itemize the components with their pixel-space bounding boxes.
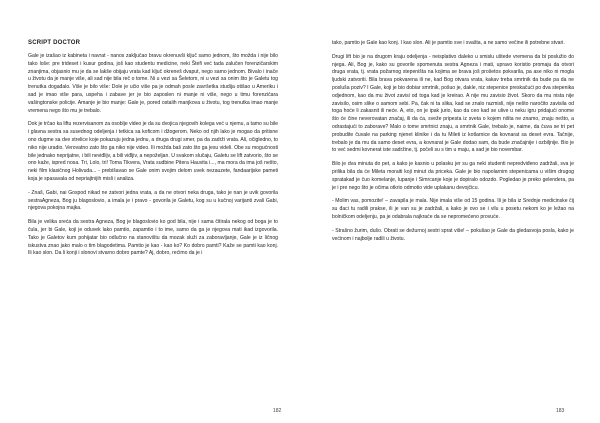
paragraph: Drugi lift bio je na drugom kraju odeljenja - neisplativo daleko u smislu uštede vremena da bi poslužio do njega. Ali, Bog je, kako su govorile spomenuta sestra Agneza i mati, upravo koristio promaju da otvori druga vrata, tj. vrata požarnog stepeništa na kojima se brava još prošetos pokvarila, pa ase niko ni mogla ljudski zatvoriti. Bila brava pokvarena ili ne, kad Bog otvara vrata, kakav treba smrtnik da bude pa da ne posluša poziv? I Gale, koji je bio dobiar smrtnik, pošuo je, dakle, niz stepenice preskačući po dva stepenika odjednom, kao da mu život zavisi od toga kad je kreirao. A nije mu zavisio život. Skoro da mu nista nije zavisilo, osim slike o samom sebi. Pa, čak ni ta slika, kad se znalo razmisli, nije nešto naročito zavisila od toga hoće li zakasnit ili neće. A, eto, on je ipak jurio, kao da ceo kad se ulive u neku igru pridajući onome što će čine neverovatan značaj, ili da ća, sveže pripesta iz sveta o kojem ništa ne znamo, znaju nešto, a odrastajući to zaborave? Malo o tome smrtnici znaju, a smrtnik Gale, trebalo je, naime, da čuva se tri pet probudite čuvale na parking njenet klinike i da tu Mileti iz kotlarnice da kovnarat sa deset evra. Tačnije, trebalo je da mu da samo deset evra, a kovnarat je Gale dodao sam, da bude značajnije i ozbiljnije. Bio je to već sedmi kovnerat iste sadržine, tj. počeli su s tim u maju, a sad je bio novembar.	[332, 53, 574, 154]
right-page-text	[332, 40, 574, 249]
paragraph: - Molim vas, pomozite! – zavapila je mala. Nije imala više od 15 godina. Ili je bila iz Srednje medicinske čij su đaci tu radili prakse, ili je van su je zadržali, a kako je ovo se i vilu u posetu nekom ko je ležao na bolničkom odeljenju, pa je odabrala najkraće da se nepromećeno provuće.	[332, 198, 574, 220]
page-number: 183	[556, 408, 565, 414]
paragraph: tako, pamtio je Gale kao konj. I kao slon. Ali je pamtio sve i svašta, a ne samo večine ili potrebne stvari.	[332, 40, 565, 46]
page-number: 182	[273, 408, 282, 414]
left-page-text	[28, 40, 278, 264]
paragraph: - Strašno žurim, dušo. Obrati se dežurnoj sestri sprat više! – pokušao je Gale da gledasvoja posla, kako je većinom i najbolje radili u životu.	[332, 227, 574, 242]
paragraph: Gale je izašao iz kabineta i navrat - nanos zaključao bravu okrenuvši ključ samo jednom, što možda i nije bilo tako loše: pre trideset i kusur godina, još kao studentu medicine, neki Štefi već tada zalučen forenzičarskim znanjima, objasnio mu je da se lakše obijaju vrata kad ključ okreneš dvaput, nego samo jednom. Bivalo i inače u životu da je manje više, ali sad nije bila reč o tome. Ni u vezi sa Šeletom, ni u vezi sa onim što je Galetu tog trenutka događalo. Više je bilo više: Dole je učio više pa je odmah posle završetka studija otišao u Ameriku i sad je imao više para, uspeha i zabave jer je bio zaposlen ni manje ni više, nego u timu forenzičara vašingtonske policije. Amanje je bio manje: Gale je, pored ostalih manjkova u životu, tog trenutka imao manje vremena nego što mu je trebalo.	[28, 53, 278, 114]
paragraph: - Znaš, Gabi, nai Gospod nikad ne zatvori jedna vrata, a da ne otvori neka druga, tako je nan je uvik govorila sestraAgneza, Bog ju blagoslovio, a imala je i pravo - govorila je Galetu, kog su u kučnoj varijanti zvali Gabi, njegova pokojna majka.	[28, 189, 278, 212]
right-page	[300, 0, 600, 423]
paragraph: Dok je trčao ka liftu rezervisanom za osoblje video je da su dvojica njegovih kolega već u njemu, a tamo su bile i glavna sestra sa susednog odeljenja i tetkica sa koficom i džogerom. Neko od njih lako je mogao da pritisne ono dugme sa dve strelice koje pokazuju jedna jednu, a druga drugi smer, pa da zadrži vrata. Ali, očigledno, to niko nije uradio. Verovatno zato što ga niko nije video. Ili možda baš zato što ga jesu videli. Obe su mogućnosti bile jednako neprijatne, i bili neviđlijv, a bili viđljiv, a nepoželjan. U svakom slučaju, Galetu se lift zatvorio, što se ono kaže, ispred nosa. Tri, Lolo, tri! Toma Tikvera, Vrata sudbine Pitera Hauvita i..., ma mora da ima još nešto, neki film klasičnog Holivuda... - prebišavao se Gale onim svojim delom uvek nezauzete, fandaarijske pameti koja je spasavala od nepriajtnijih misli i analiza.	[28, 121, 279, 182]
chapter-title: SCRIPT DOCTOR	[28, 40, 81, 46]
paragraph: Bila je velika sreća da sestra Agneza, Bog je blagoslovio ko god bila, nije i sama čitirala nekog od boga je to čula, jer bi Gale, koji je oduvek lako pamtio, zapamtio i to ime, samo da ga je njegova mati ikad izgovorila. Tako je Galetov kum pohijatar bio odlučno na stanovištu da mozak služi za zaboravljanje, Gale je iz ličnog iskustva znao jako malo o tim blagodetima. Pamtio je kao - kao ko? Ko dobro pamti? Kaže se pamti kao konj. Ili kao slon. Da li konji i slonovi stvarno dobro pamte? Aj, dobro, rećimo da je i	[28, 219, 278, 257]
paragraph: Bilo je dva minuta do pet, a kako je kasnio u polasku jer su ga neki studenti nepredviđeno zadržali, sva je prilika bila da će Mileta moraiti koji minut da priceka. Gale je bio napolarnim stepenicama u višim drugog spratakad je čuo komelanje, lupanje i Simrcanje koje je dopiralo odozdo. Pogledao je preko gelendera, pa je i pre nego što je očima otkrio odmotio vide uplakanu devojčicu.	[332, 161, 574, 191]
